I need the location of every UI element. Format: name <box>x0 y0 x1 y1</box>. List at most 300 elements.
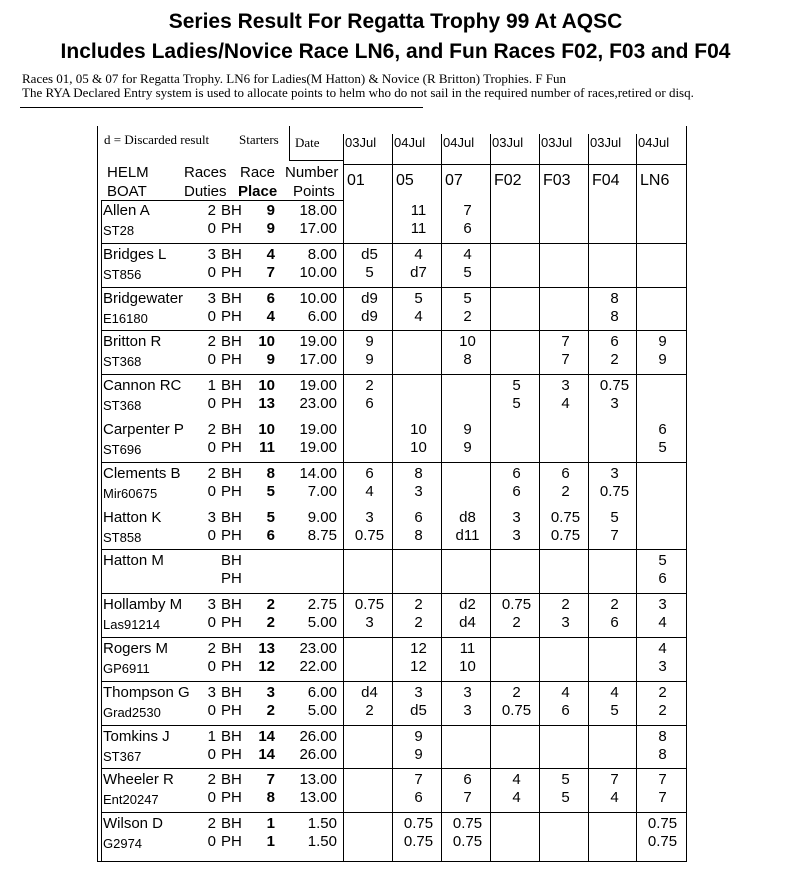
race-result-ph: 5 <box>610 701 619 719</box>
table-outer-bottom <box>97 861 687 862</box>
race-result-bh: 7 <box>658 771 667 789</box>
row-divider <box>343 330 686 331</box>
bh-points: 6.00 <box>307 683 337 701</box>
race-result-ph: 6 <box>610 614 619 632</box>
boat-number: Las91214 <box>103 617 161 633</box>
race-result-bh: 3 <box>512 508 521 526</box>
boat-number: ST368 <box>103 354 142 370</box>
race-result-bh: 4 <box>512 771 521 789</box>
race-result-ph: 0.75 <box>550 526 581 544</box>
race-code: F02 <box>494 172 522 189</box>
bh-points: 18.00 <box>299 202 337 219</box>
row-divider <box>343 243 686 244</box>
ph-points: 10.00 <box>299 263 337 281</box>
race-result-bh: 4 <box>463 245 472 263</box>
race-result-bh: 7 <box>463 202 472 219</box>
ph-label: PH <box>221 789 242 807</box>
duties-count: 0 <box>207 789 216 807</box>
ph-place: 2 <box>266 701 275 719</box>
ph-points: 8.75 <box>307 526 337 544</box>
ph-place: 1 <box>266 833 275 851</box>
duties-count: 0 <box>207 307 216 325</box>
bh-points: 19.00 <box>299 377 337 395</box>
duties-count: 0 <box>207 745 216 763</box>
duties-count: 0 <box>207 351 216 369</box>
race-result-ph: 3 <box>512 526 521 544</box>
bh-place: 13 <box>258 640 275 657</box>
race-result-bh: 4 <box>658 640 667 657</box>
duties-count: 0 <box>207 482 216 500</box>
row-divider <box>343 725 686 726</box>
ph-points: 5.00 <box>307 701 337 719</box>
number-header: Number <box>285 164 339 181</box>
helm-name: Tomkins J <box>103 727 170 745</box>
race-result-bh: 11 <box>410 202 427 219</box>
bh-label: BH <box>221 333 242 351</box>
race-result-bh: 6 <box>463 771 472 789</box>
boat-number: E16180 <box>103 310 148 326</box>
ph-points: 5.00 <box>307 614 337 632</box>
race-result-ph: 2 <box>512 614 521 632</box>
races-count: 2 <box>207 421 216 438</box>
race-result-ph: 4 <box>610 789 619 807</box>
race-result-ph: 2 <box>610 351 619 369</box>
race-result-ph: 6 <box>561 701 570 719</box>
bh-label: BH <box>221 245 242 263</box>
race-result-ph: 9 <box>365 351 374 369</box>
bh-points: 9.00 <box>307 508 337 526</box>
bh-points: 13.00 <box>299 771 337 789</box>
boat-number: Mir60675 <box>103 485 158 501</box>
helm-name: Carpenter P <box>103 421 184 438</box>
helm-name: Bridgewater <box>103 289 184 307</box>
race-result-ph: 6 <box>365 395 374 413</box>
race-result-ph: 5 <box>658 439 667 456</box>
race-result-ph: 9 <box>463 439 472 456</box>
races-count: 2 <box>207 771 216 789</box>
helm-name: Allen A <box>103 202 150 219</box>
bh-label: BH <box>221 596 242 614</box>
race-result-bh: 4 <box>414 245 423 263</box>
race-result-bh: d2 <box>459 596 476 614</box>
boat-number: Ent20247 <box>103 792 159 808</box>
race-result-bh: 3 <box>463 683 472 701</box>
race-date: 03Jul <box>541 135 573 150</box>
race-result-bh: 7 <box>610 771 619 789</box>
race-result-ph: 7 <box>610 526 619 544</box>
races-count: 1 <box>207 727 216 745</box>
discard-legend: d = Discarded result <box>104 132 210 147</box>
duties-count: 0 <box>207 658 216 675</box>
duties-count: 0 <box>207 395 216 413</box>
helm-name: Clements B <box>103 464 181 482</box>
bh-points: 26.00 <box>299 727 337 745</box>
races-count: 2 <box>207 333 216 351</box>
bh-place: 10 <box>258 421 275 438</box>
ph-points: 17.00 <box>299 220 337 237</box>
race-result-bh: 4 <box>561 683 570 701</box>
race-result-bh: 11 <box>459 640 476 657</box>
boat-number: Grad2530 <box>103 704 161 720</box>
ph-points: 1.50 <box>307 833 337 851</box>
helm-name: Hollamby M <box>103 596 183 614</box>
race-result-ph: 0.75 <box>403 833 434 851</box>
row-divider <box>343 462 686 463</box>
races-count: 3 <box>207 596 216 614</box>
place-header: Place <box>238 183 278 200</box>
race-result-ph: 4 <box>414 307 423 325</box>
race-result-bh: 10 <box>410 421 427 438</box>
race-code: 05 <box>396 172 414 189</box>
ph-points: 13.00 <box>299 789 337 807</box>
race-result-ph: d11 <box>455 526 480 544</box>
races-count: 3 <box>207 683 216 701</box>
ph-label: PH <box>221 701 242 719</box>
race-result-bh: 3 <box>365 508 374 526</box>
starters-label: Starters <box>239 132 279 147</box>
row-divider <box>343 812 686 813</box>
ph-place: 12 <box>258 658 275 675</box>
ph-place: 11 <box>259 439 275 456</box>
race-result-bh: 2 <box>512 683 521 701</box>
race-result-ph: 0.75 <box>647 833 678 851</box>
race-result-ph: 6 <box>512 482 521 500</box>
duties-header: Duties <box>184 183 227 200</box>
row-divider <box>343 593 686 594</box>
race-result-bh: 5 <box>463 289 472 307</box>
race-grid-top <box>343 164 686 165</box>
race-result-bh: 9 <box>365 333 374 351</box>
boat-number: ST856 <box>103 266 142 282</box>
race-result-bh: 2 <box>561 596 570 614</box>
races-count: 2 <box>207 815 216 833</box>
race-result-bh: 0.75 <box>599 377 630 395</box>
race-result-ph: 4 <box>658 614 667 632</box>
duties-count: 0 <box>207 526 216 544</box>
race-result-ph: 2 <box>658 701 667 719</box>
race-result-ph: d4 <box>459 614 476 632</box>
page-subtitle: Includes Ladies/Novice Race LN6, and Fun Races F02, F03 and F04 <box>60 40 731 63</box>
bh-points: 14.00 <box>299 464 337 482</box>
row-divider <box>343 681 686 682</box>
race-result-ph: 12 <box>410 658 427 675</box>
bh-place: 10 <box>258 377 275 395</box>
races-count: 2 <box>207 464 216 482</box>
race-result-bh: 0.75 <box>354 596 385 614</box>
bh-points: 10.00 <box>299 289 337 307</box>
ph-label: PH <box>221 526 242 544</box>
race-result-ph: 10 <box>410 439 427 456</box>
race-result-ph: 5 <box>463 263 472 281</box>
helm-name: Cannon RC <box>103 377 182 395</box>
note-races: Races 01, 05 & 07 for Regatta Trophy. LN6 for Ladies(M Hatton) & Novice (R Britton) Trophies. F Fun <box>22 71 567 86</box>
bh-label: BH <box>221 421 242 438</box>
race-result-bh: 0.75 <box>403 815 434 833</box>
race-result-ph: 6 <box>414 789 423 807</box>
race-result-bh: 8 <box>658 727 667 745</box>
ph-label: PH <box>221 482 242 500</box>
race-result-bh: 0.75 <box>452 815 483 833</box>
helm-name: Bridges L <box>103 245 167 263</box>
bh-label: BH <box>221 289 242 307</box>
race-result-bh: 5 <box>414 289 423 307</box>
ph-points: 17.00 <box>299 351 337 369</box>
race-result-ph: 7 <box>561 351 570 369</box>
bh-points: 19.00 <box>299 421 337 438</box>
race-result-bh: d4 <box>361 683 378 701</box>
ph-place: 4 <box>266 307 275 325</box>
row-divider <box>343 549 686 550</box>
race-result-ph: 0.75 <box>354 526 385 544</box>
race-result-ph: 5 <box>365 263 374 281</box>
race-code: LN6 <box>640 172 670 189</box>
bh-label: BH <box>221 464 242 482</box>
races-header: Races <box>184 164 227 181</box>
race-result-bh: 2 <box>610 596 619 614</box>
race-result-bh: 7 <box>561 333 570 351</box>
bh-label: BH <box>221 683 242 701</box>
ph-label: PH <box>221 351 242 369</box>
race-result-bh: 9 <box>658 333 667 351</box>
race-result-ph: 3 <box>414 482 423 500</box>
bh-label: BH <box>221 202 242 219</box>
race-result-ph: 4 <box>512 789 521 807</box>
date-label: Date <box>295 135 320 150</box>
race-result-bh: 5 <box>561 771 570 789</box>
race-result-ph: 5 <box>561 789 570 807</box>
ph-label: PH <box>221 439 242 456</box>
race-result-bh: 3 <box>414 683 423 701</box>
row-divider <box>101 330 343 331</box>
ph-place: 8 <box>266 789 275 807</box>
race-result-bh: 8 <box>610 289 619 307</box>
races-count: 2 <box>207 202 216 219</box>
race-result-ph: 3 <box>610 395 619 413</box>
row-divider <box>101 549 343 550</box>
race-result-bh: 5 <box>658 552 667 570</box>
race-result-ph: 3 <box>365 614 374 632</box>
ph-place: 2 <box>266 614 275 632</box>
boat-number: GP6911 <box>103 661 150 676</box>
race-result-ph: 0.75 <box>599 482 630 500</box>
boat-number: ST858 <box>103 529 142 545</box>
row-divider <box>101 287 343 288</box>
row-divider <box>343 374 686 375</box>
ph-label: PH <box>221 220 242 237</box>
race-result-ph: 0.75 <box>501 701 532 719</box>
row-divider <box>101 812 343 813</box>
helm-name: Wheeler R <box>103 771 174 789</box>
race-result-ph: 8 <box>463 351 472 369</box>
race-code: 01 <box>347 172 365 189</box>
row-divider <box>343 287 686 288</box>
race-result-bh: 3 <box>561 377 570 395</box>
bh-place: 3 <box>266 683 275 701</box>
race-result-bh: 6 <box>512 464 521 482</box>
table-outer-left <box>97 126 98 861</box>
row-divider <box>343 768 686 769</box>
bh-place: 14 <box>258 727 275 745</box>
race-result-ph: 9 <box>658 351 667 369</box>
race-result-ph: 2 <box>463 307 472 325</box>
ph-place: 9 <box>266 220 275 237</box>
race-result-ph: 10 <box>459 658 476 675</box>
ph-points: 22.00 <box>299 658 337 675</box>
race-result-bh: 6 <box>610 333 619 351</box>
race-result-bh: 3 <box>610 464 619 482</box>
boat-number: ST367 <box>103 748 142 764</box>
race-result-ph: 3 <box>658 658 667 675</box>
race-result-bh: 2 <box>658 683 667 701</box>
left-block-left <box>101 200 102 861</box>
ph-points: 6.00 <box>307 307 337 325</box>
race-result-bh: 4 <box>610 683 619 701</box>
duties-count: 0 <box>207 833 216 851</box>
race-result-bh: 6 <box>414 508 423 526</box>
boat-number: G2974 <box>103 836 143 852</box>
race-result-ph: 4 <box>365 482 374 500</box>
bh-label: BH <box>221 815 242 833</box>
ph-place: 5 <box>266 482 275 500</box>
page-title: Series Result For Regatta Trophy 99 At AQSC <box>168 10 623 33</box>
bh-points: 2.75 <box>307 596 337 614</box>
race-code: F03 <box>543 172 571 189</box>
race-result-bh: 10 <box>459 333 476 351</box>
race-result-ph: 6 <box>463 220 472 237</box>
boat-number: ST368 <box>103 398 142 414</box>
race-date: 03Jul <box>590 135 622 150</box>
race-result-bh: 5 <box>512 377 521 395</box>
races-count: 2 <box>207 640 216 657</box>
race-result-bh: 0.75 <box>647 815 678 833</box>
race-header: Race <box>240 164 276 181</box>
race-result-ph: d5 <box>410 701 427 719</box>
boat-header: BOAT <box>107 183 147 200</box>
race-date: 03Jul <box>492 135 524 150</box>
duties-count: 0 <box>207 614 216 632</box>
bh-place: 2 <box>266 596 275 614</box>
ph-place: 13 <box>258 395 275 413</box>
ph-points: 19.00 <box>299 439 337 456</box>
race-result-bh: 2 <box>414 596 423 614</box>
race-result-ph: 8 <box>610 307 619 325</box>
race-result-bh: 9 <box>463 421 472 438</box>
race-result-ph: 3 <box>561 614 570 632</box>
race-result-bh: 8 <box>414 464 423 482</box>
table-outer-right <box>686 126 687 861</box>
race-result-bh: 2 <box>365 377 374 395</box>
ph-label: PH <box>221 745 242 763</box>
bh-label: BH <box>221 377 242 395</box>
bh-points: 23.00 <box>299 640 337 657</box>
races-count: 3 <box>207 508 216 526</box>
race-result-ph: d9 <box>361 307 378 325</box>
race-code: 07 <box>445 172 463 189</box>
row-divider <box>101 725 343 726</box>
race-result-ph: 7 <box>463 789 472 807</box>
bh-label: BH <box>221 727 242 745</box>
title-divider <box>20 107 423 108</box>
row-divider <box>101 243 343 244</box>
race-date: 04Jul <box>638 135 670 150</box>
ph-label: PH <box>221 614 242 632</box>
ph-points: 26.00 <box>299 745 337 763</box>
row-divider <box>101 637 343 638</box>
helm-name: Rogers M <box>103 640 169 657</box>
duties-count: 0 <box>207 701 216 719</box>
bh-label: BH <box>221 771 242 789</box>
ph-points: 23.00 <box>299 395 337 413</box>
race-result-bh: 6 <box>658 421 667 438</box>
helm-name: Hatton M <box>103 552 164 570</box>
bh-points: 8.00 <box>307 245 337 263</box>
boat-number: ST696 <box>103 442 142 457</box>
race-result-bh: 6 <box>561 464 570 482</box>
bh-label: BH <box>221 640 242 657</box>
ph-label: PH <box>221 833 242 851</box>
helm-name: Britton R <box>103 333 162 351</box>
race-result-bh: 0.75 <box>501 596 532 614</box>
points-header: Points <box>293 183 335 200</box>
bh-place: 5 <box>266 508 275 526</box>
row-divider <box>101 462 343 463</box>
races-count: 3 <box>207 245 216 263</box>
race-result-ph: 11 <box>410 220 427 237</box>
race-result-bh: 12 <box>410 640 427 657</box>
date-cell-bottom <box>289 160 343 161</box>
ph-label: PH <box>221 658 242 675</box>
ph-points: 7.00 <box>307 482 337 500</box>
race-date: 04Jul <box>443 135 475 150</box>
date-cell-left <box>289 126 290 160</box>
race-result-bh: d5 <box>361 245 378 263</box>
row-divider <box>343 637 686 638</box>
race-result-ph: 0.75 <box>452 833 483 851</box>
race-result-bh: 5 <box>610 508 619 526</box>
bh-label: BH <box>221 508 242 526</box>
bh-place: 10 <box>258 333 275 351</box>
race-result-ph: 6 <box>658 570 667 588</box>
race-result-ph: 7 <box>658 789 667 807</box>
ph-label: PH <box>221 263 242 281</box>
note-rya: The RYA Declared Entry system is used to allocate points to helm who do not sail in the required number of races,retired or disq. <box>22 85 694 100</box>
ph-place: 9 <box>266 351 275 369</box>
race-result-bh: d8 <box>459 508 476 526</box>
left-block-top <box>101 200 343 201</box>
row-divider <box>101 768 343 769</box>
race-result-bh: d9 <box>361 289 378 307</box>
race-result-ph: 5 <box>512 395 521 413</box>
bh-points: 1.50 <box>307 815 337 833</box>
race-result-ph: 2 <box>561 482 570 500</box>
races-count: 3 <box>207 289 216 307</box>
ph-label: PH <box>221 307 242 325</box>
race-result-ph: 2 <box>365 701 374 719</box>
race-code: F04 <box>592 172 620 189</box>
race-result-ph: 4 <box>561 395 570 413</box>
race-result-bh: 9 <box>414 727 423 745</box>
bh-label: BH <box>221 552 242 570</box>
race-result-ph: 9 <box>414 745 423 763</box>
race-result-ph: 2 <box>414 614 423 632</box>
races-count: 1 <box>207 377 216 395</box>
duties-count: 0 <box>207 220 216 237</box>
duties-count: 0 <box>207 263 216 281</box>
helm-name: Wilson D <box>103 815 164 833</box>
race-result-ph: 8 <box>414 526 423 544</box>
ph-label: PH <box>221 395 242 413</box>
duties-count: 0 <box>207 439 216 456</box>
